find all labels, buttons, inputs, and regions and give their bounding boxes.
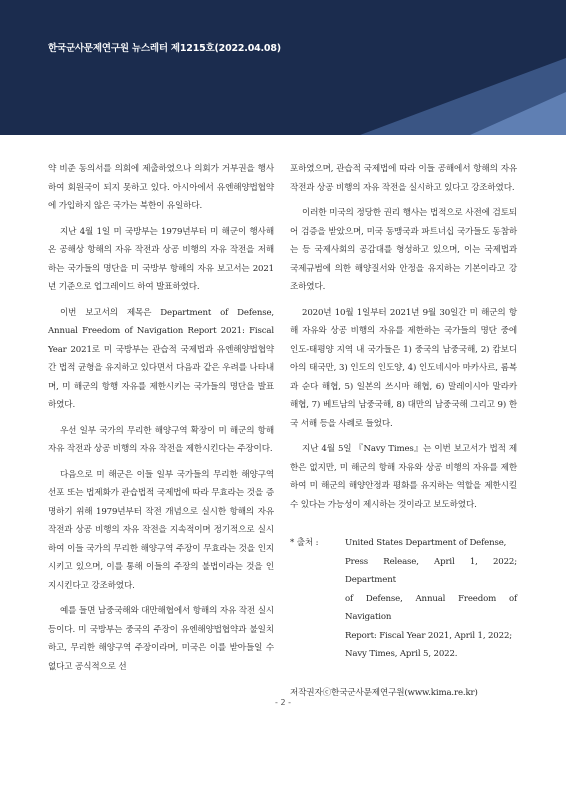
paragraph: 약 비준 동의서를 의회에 제출하였으나 의회가 거부권을 행사하여 회원국이 되지 못하고 있다. 아시아에서 유엔해양법협약에 가입하지 않은 국가는 북한이 유일하다. [48, 164, 274, 211]
right-column [290, 160, 517, 702]
paragraph: 예를 들면 남중국해와 대만해협에서 항해의 자유 작전 실시 등이다. 미 국방부는 중국의 주장이 유엔해양법협약과 불일치하고, 무리한 해양구역 주장이라며, 미국은 이를 받아들일 수 없다고 공식적으로 선 [48, 606, 274, 672]
paragraph: 지난 4월 5일 『Navy Times』는 이번 보고서가 법적 제한은 없지만, 미 해군의 항해 자유와 상공 비행의 자유를 제한하여 미 해군의 해양안정과 평화를 유지하는 역할을 제한시킬 수 있다는 가능성이 제시하는 것이라고 보도하였다. [290, 444, 517, 510]
page-number: - 2 - [275, 698, 291, 707]
paragraph: 이러한 미국의 정당한 권리 행사는 법적으로 사전에 검토되어 검증을 받았으며, 미국 동맹국과 파트너십 국가들도 동참하는 등 국제사회의 공감대를 형성하고 있으며, 이는 국제법과 국제규범에 의한 해양질서와 안정을 유지하는 기본이라고 강조하였다. [290, 208, 517, 292]
footnote-line: United States Department of Defense, [345, 538, 507, 548]
copyright-notice: 저작권자ⓒ한국군사문제연구원(www.kima.re.kr) [290, 687, 478, 698]
source-footnote [290, 534, 517, 664]
paragraph: 다음으로 미 해군은 이들 일부 국가들의 무리한 해양구역 선포 또는 법제화가 관습법적 국제법에 따라 무효라는 것을 증명하기 위해 1979년부터 작전 개념으로 실시한 항해의 자유 작전과 상공 비행의 자유 작전을 지속적이며 정기적으로 실시하여 이들 국가의 무리한 해양구역 주장이 무효라는 것을 인지시키고 있으며, 이를 통해 이들의 주장의 불법이라는 것을 인지시킨다고 강조하였다. [48, 469, 274, 591]
header-decoration [0, 0, 566, 135]
newsletter-title: 한국군사문제연구원 뉴스레터 제1215호(2022.04.08) [48, 43, 281, 54]
paragraph: 2020년 10월 1일부터 2021년 9월 30일간 미 해군의 항해 자유와 상공 비행의 자유를 제한하는 국가들의 명단 중에 인도-태평양 지역 내 국가들은 1) 중국의 남중국해, 2) 캄보디아의 태국만, 3) 인도의 인도양, 4) 인도네시아 마카사르, 롬복과 순다 해협, 5) 일본의 쓰시마 해협, 6) 말레이시아 말라카 해협, 7) 베트남의 남중국해, 8) 대만의 남중국해 그리고 9) 한국 서해 등을 사례로 들었다. [290, 307, 517, 429]
paragraph: 이번 보고서의 제목은 Department of Defense, Annual Freedom of Navigation Report 2021: Fiscal Year 2021로 미 국방부는 관습적 국제법과 유엔해양법협약 간 법적 균형을 유지하고 있다면서 다음과 같은 우려를 나타내며, 미 해군의 항행 자유를 제한시키는 국가들의 명단을 발표하였다. [48, 307, 274, 410]
paragraph: 지난 4월 1일 미 국방부는 1979년부터 미 해군이 행사해온 공해상 항해의 자유 작전과 상공 비행의 자유 작전을 저해하는 국가들의 명단을 미 국방부 항해의 자유 보고서는 2021년 기준으로 업그레이드 하여 발표하였다. [48, 226, 274, 292]
paragraph: 우선 일부 국가의 무리한 해양구역 확장이 미 해군의 항해 자유 작전과 상공 비행의 자유 작전을 제한시킨다는 주장이다. [48, 425, 274, 454]
footnote-body [345, 534, 517, 664]
newsletter-header [0, 0, 566, 135]
footnote-label: * 출처 : [290, 538, 319, 548]
paragraph: 포하였으며, 관습적 국제법에 따라 이들 공해에서 항해의 자유 작전과 상공 비행의 자유 작전을 실시하고 있다고 강조하였다. [290, 164, 517, 193]
footnote-line: Navy Times, April 5, 2022. [345, 649, 458, 659]
footnote-line: of Defense, Annual Freedom of Navigation [345, 593, 517, 622]
footnote-line: Press Release, April 1, 2022; Department [345, 556, 517, 585]
footnote-line: Report: Fiscal Year 2021, April 1, 2022; [345, 630, 513, 641]
left-column [48, 160, 274, 676]
